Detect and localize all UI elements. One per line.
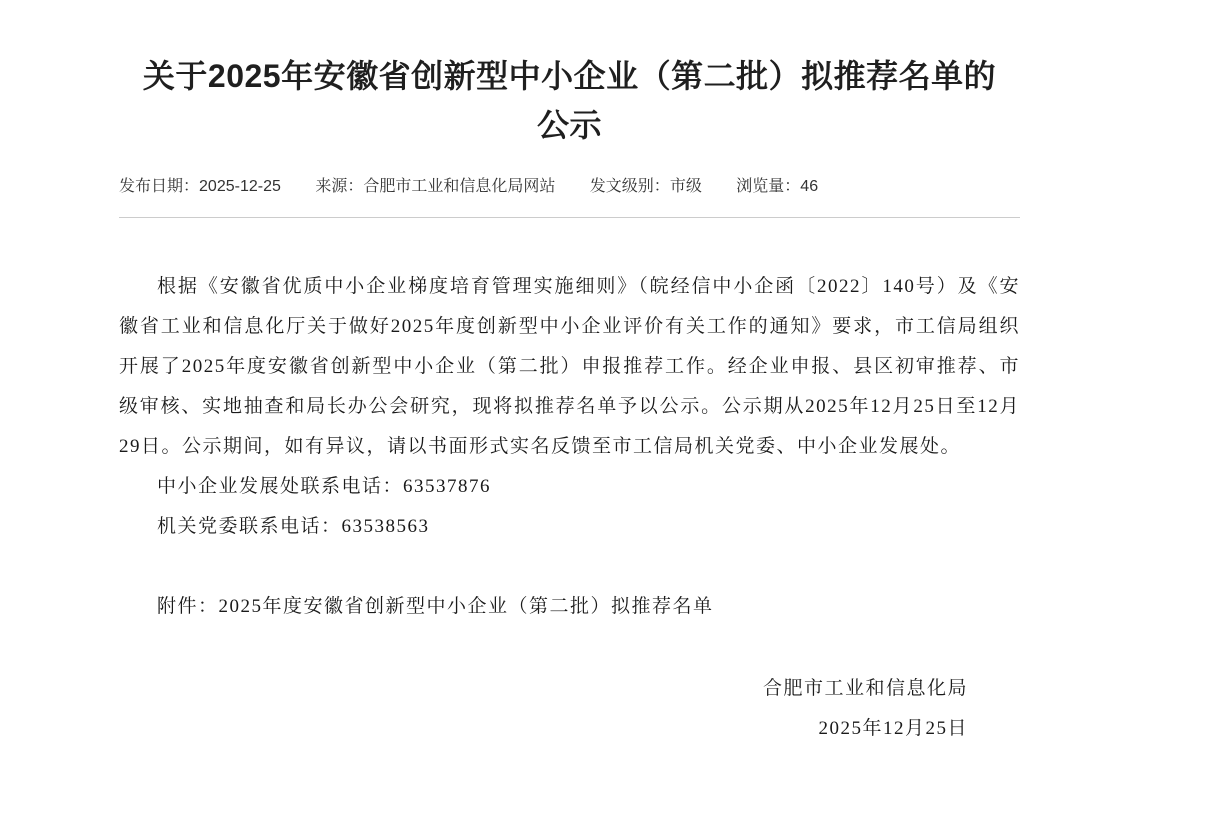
publish-date-label: 发布日期： xyxy=(119,178,200,195)
body-paragraph: 根据《安徽省优质中小企业梯度培育管理实施细则》（皖经信中小企函〔2022〕140号）及《安徽省工业和信息化厅关于做好2025年度创新型中小企业评价有关工作的通知》要求，市工信局组织开展了2025年度安徽省创新型中小企业（第二批）申报推荐工作。经企业申报、县区初审推荐、市级审核、实地抽查和局长办公会研究，现将拟推荐名单予以公示。公示期从2025年12月25日至12月29日。公示期间，如有异议，请以书面形式实名反馈至市工信局机关党委、中小企业发展处。 xyxy=(119,276,1020,457)
signature-date: 2025年12月25日 xyxy=(818,718,968,739)
meta-divider xyxy=(119,217,1020,218)
publish-date-value: 2025-12-25 xyxy=(199,178,281,195)
signature-agency: 合肥市工业和信息化局 xyxy=(762,678,968,699)
document-level-label: 发文级别： xyxy=(589,178,670,195)
contact-phone-sme-division: 中小企业发展处联系电话：63537876 xyxy=(157,476,492,497)
source-label: 来源： xyxy=(315,178,364,195)
view-count-label: 浏览量： xyxy=(736,178,801,195)
page-title xyxy=(119,0,1020,150)
article-meta-bar xyxy=(119,177,1020,197)
source-value: 合肥市工业和信息化局网站 xyxy=(363,178,556,195)
view-count-value: 46 xyxy=(800,178,819,195)
article-body xyxy=(119,267,1020,627)
announcement-document xyxy=(119,0,1020,749)
view-count xyxy=(736,178,818,195)
signature-block xyxy=(119,669,1020,749)
publish-date xyxy=(119,178,281,195)
page-title-line-2: 公示 xyxy=(536,107,602,143)
page-title-line-1: 关于2025年安徽省创新型中小企业（第二批）拟推荐名单的 xyxy=(142,58,997,94)
contact-phone-party-committee: 机关党委联系电话：63538563 xyxy=(157,516,430,537)
document-level-value: 市级 xyxy=(669,178,702,195)
document-level xyxy=(590,178,702,195)
attachment-link[interactable]: 附件：2025年度安徽省创新型中小企业（第二批）拟推荐名单 xyxy=(157,596,714,617)
source xyxy=(315,178,555,195)
